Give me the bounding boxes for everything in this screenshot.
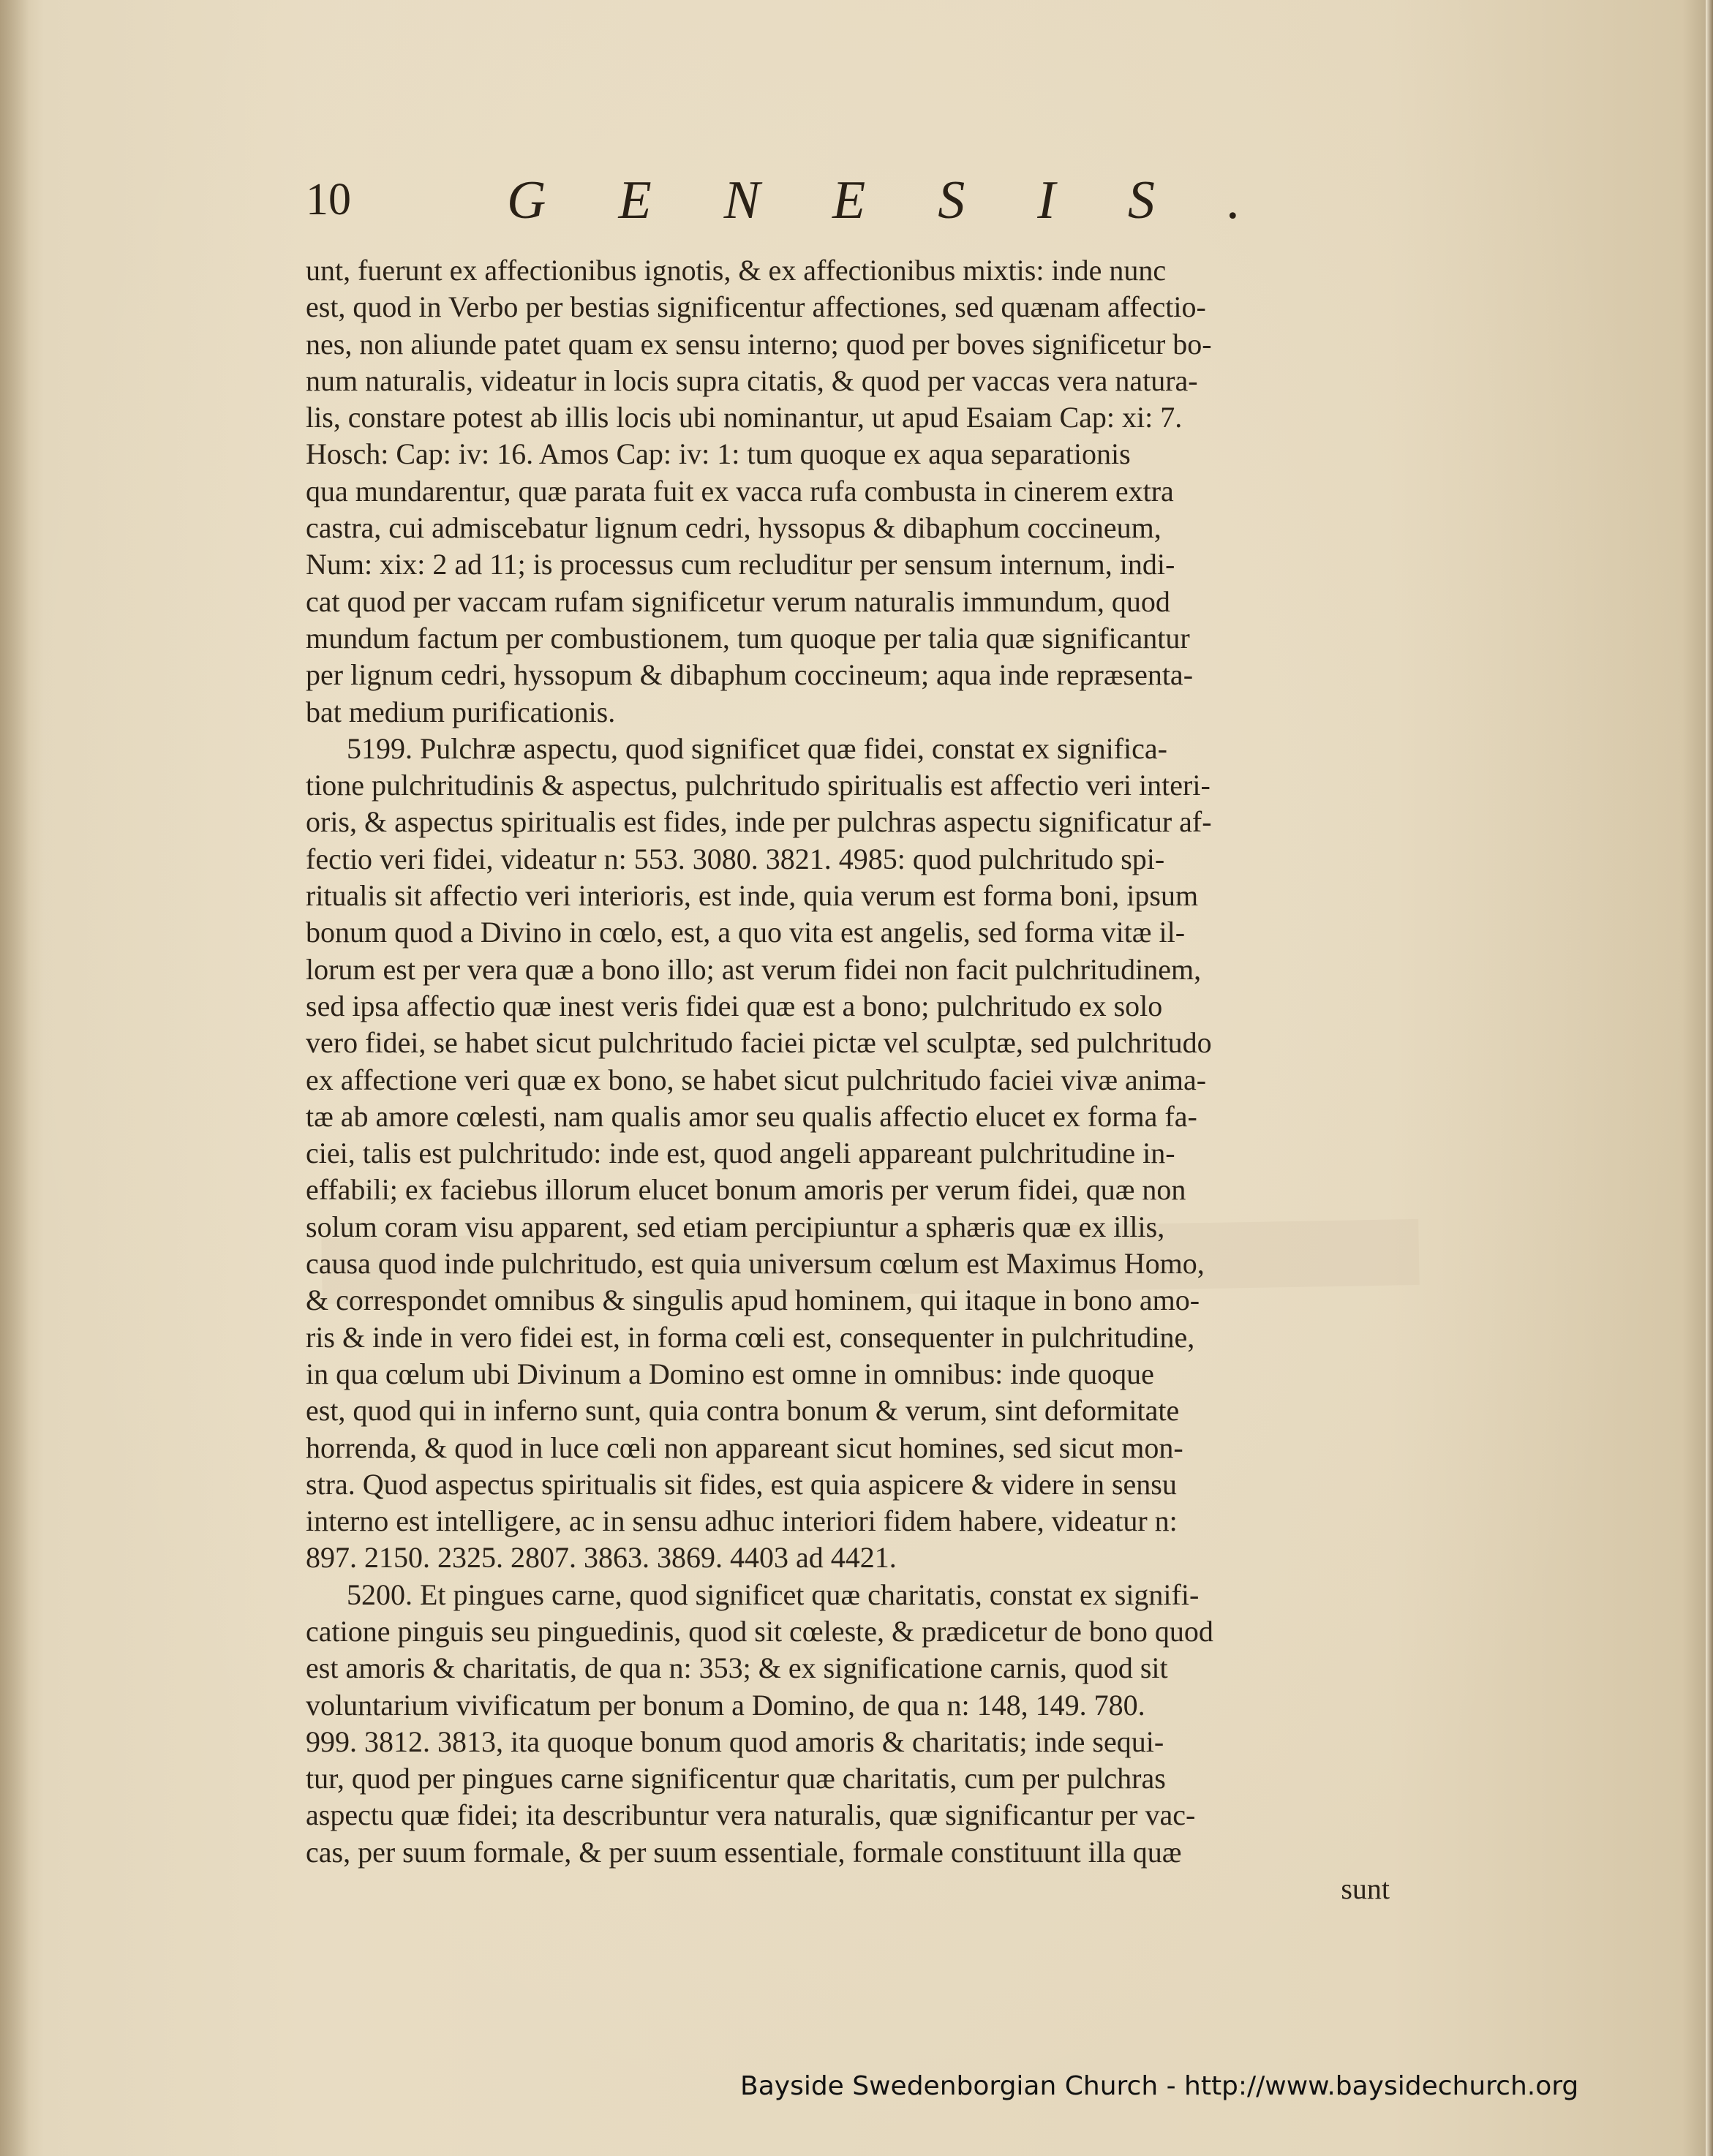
text-line: tur, quod per pingues carne significentur quæ charitatis, cum per pulchras: [306, 1762, 1166, 1795]
text-line: castra, cui admiscebatur lignum cedri, hyssopus & dibaphum coccineum,: [306, 511, 1162, 545]
text-line: fectio veri fidei, videatur n: 553. 3080. 3821. 4985: quod pulchritudo spi-: [306, 842, 1165, 875]
text-line: tione pulchritudinis & aspectus, pulchritudo spiritualis est affectio veri interi-: [306, 769, 1211, 802]
running-title: GENESIS.: [507, 170, 1314, 230]
text-line: 999. 3812. 3813, ita quoque bonum quod amoris & charitatis; inde sequi-: [306, 1725, 1164, 1758]
text-line: ritualis sit affectio veri interioris, est inde, quia verum est forma boni, ipsum: [306, 879, 1199, 913]
text-line: stra. Quod aspectus spiritualis sit fides, est quia aspicere & videre in sensu: [306, 1467, 1177, 1501]
text-line: effabili; ex faciebus illorum elucet bonum amoris per verum fidei, quæ non: [306, 1173, 1186, 1207]
text-line: 897. 2150. 2325. 2807. 3863. 3869. 4403 ad 4421.: [306, 1541, 897, 1575]
text-line: catione pinguis seu pinguedinis, quod sit cœleste, & prædicetur de bono quod: [306, 1614, 1213, 1648]
text-line: qua mundarentur, quæ parata fuit ex vacca rufa combusta in cinerem extra: [306, 474, 1174, 508]
text-line: sed ipsa affectio quæ inest veris fidei quæ est a bono; pulchritudo ex solo: [306, 989, 1163, 1022]
text-line: est, quod qui in inferno sunt, quia contra bonum & verum, sint deformitate: [306, 1394, 1180, 1428]
text-line: per lignum cedri, hyssopum & dibaphum coccineum; aqua inde repræsenta-: [306, 658, 1194, 692]
body-text: [306, 252, 1403, 1907]
text-line: ris & inde in vero fidei est, in forma cœli est, consequenter in pulchritudine,: [306, 1320, 1195, 1354]
text-line: est, quod in Verbo per bestias significentur affectiones, sed quænam affectio-: [306, 290, 1206, 324]
text-line: bonum quod a Divino in cœlo, est, a quo vita est angelis, sed forma vitæ il-: [306, 916, 1186, 949]
text-line: lorum est per vera quæ a bono illo; ast verum fidei non facit pulchritudinem,: [306, 952, 1202, 986]
text-line: cat quod per vaccam rufam significetur verum naturalis immundum, quod: [306, 584, 1170, 618]
paragraph-start-5199: 5199. Pulchræ aspectu, quod significet quæ fidei, constat ex significa-: [347, 731, 1167, 765]
text-line: horrenda, & quod in luce cœli non appareant sicut homines, sed sicut mon-: [306, 1431, 1183, 1464]
text-line: tæ ab amore cœlesti, nam qualis amor seu qualis affectio elucet ex forma fa-: [306, 1099, 1197, 1133]
text-line: lis, constare potest ab illis locis ubi nominantur, ut apud Esaiam Cap: xi: 7.: [306, 401, 1183, 434]
text-line: cas, per suum formale, & per suum essentiale, formale constituunt illa quæ: [306, 1835, 1182, 1869]
text-line: causa quod inde pulchritudo, est quia universum cœlum est Maximus Homo,: [306, 1247, 1205, 1281]
text-line: bat medium purificationis.: [306, 695, 616, 728]
text-line: nes, non aliunde patet quam ex sensu interno; quod per boves significetur bo-: [306, 327, 1212, 361]
text-line: voluntarium vivificatum per bonum a Domino, de qua n: 148, 149. 780.: [306, 1688, 1145, 1722]
binding-shadow: [0, 0, 29, 2156]
text-line: in qua cœlum ubi Divinum a Domino est omne in omnibus: inde quoque: [306, 1357, 1154, 1390]
page-header: [306, 170, 1314, 235]
page-edge: [1706, 0, 1713, 2156]
text-line: num naturalis, videatur in locis supra citatis, & quod per vaccas vera natura-: [306, 363, 1198, 397]
text-line: Num: xix: 2 ad 11; is processus cum recluditur per sensum internum, indi-: [306, 548, 1175, 581]
text-line: interno est intelligere, ac in sensu adhuc interiori fidem habere, videatur n:: [306, 1504, 1178, 1538]
text-line: & correspondet omnibus & singulis apud hominem, qui itaque in bono amo-: [306, 1284, 1200, 1317]
text-line: vero fidei, se habet sicut pulchritudo faciei pictæ vel sculptæ, sed pulchritudo: [306, 1026, 1212, 1060]
text-line: ciei, talis est pulchritudo: inde est, quod angeli appareant pulchritudine in-: [306, 1137, 1175, 1170]
paragraph-start-5200: 5200. Et pingues carne, quod significet quæ charitatis, constat ex signifi-: [347, 1578, 1200, 1611]
text-line: Hosch: Cap: iv: 16. Amos Cap: iv: 1: tum quoque ex aqua separationis: [306, 437, 1131, 471]
page-number: 10: [306, 175, 351, 225]
watermark-link[interactable]: Bayside Swedenborgian Church - http://www.baysidechurch.org: [740, 2071, 1579, 2101]
text-line: unt, fuerunt ex affectionibus ignotis, & ex affectionibus mixtis: inde nunc: [306, 254, 1167, 287]
text-line: aspectu quæ fidei; ita describuntur vera naturalis, quæ significantur per vac-: [306, 1798, 1196, 1832]
text-line: est amoris & charitatis, de qua n: 353; & ex significatione carnis, quod sit: [306, 1651, 1168, 1685]
text-line: ex affectione veri quæ ex bono, se habet sicut pulchritudo faciei vivæ anima-: [306, 1063, 1207, 1096]
text-line: oris, & aspectus spiritualis est fides, inde per pulchras aspectu significatur af-: [306, 805, 1212, 839]
text-line: mundum factum per combustionem, tum quoque per talia quæ significantur: [306, 621, 1190, 655]
text-line: solum coram visu apparent, sed etiam percipiuntur a sphæris quæ ex illis,: [306, 1210, 1165, 1243]
catchword: sunt: [1341, 1872, 1390, 1906]
